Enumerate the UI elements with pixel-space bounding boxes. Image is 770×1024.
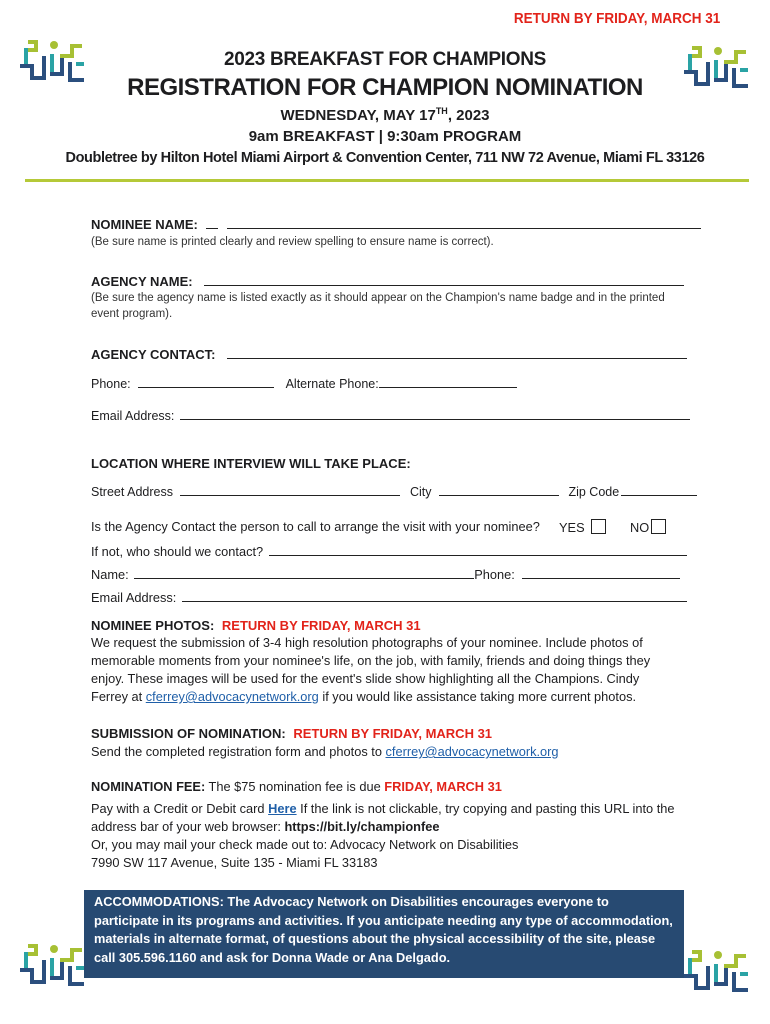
accommodations-text: ACCOMMODATIONS: The Advocacy Network on Disabilities encourages everyone to participate in its programs and activities. If you anticipate needing any type of accommodation, materials in alternate format, of questions about the physical accessibility of the site, please call 305.596.1160 and ask for Donna Wade or Ana Delgado.	[94, 894, 673, 965]
contact-phone-field[interactable]	[522, 565, 680, 579]
event-date: WEDNESDAY, MAY 17TH, 2023	[280, 106, 490, 124]
name-phone-row: Name: Phone:	[91, 565, 680, 582]
submission-email-link[interactable]: cferrey@advocacynetwork.org	[385, 744, 559, 759]
email-row: Email Address:	[91, 406, 690, 423]
fee-url[interactable]: https://bit.ly/championfee	[284, 819, 440, 834]
event-title: 2023 BREAKFAST FOR CHAMPIONS	[223, 49, 547, 70]
photos-heading: NOMINEE PHOTOS: RETURN BY FRIDAY, MARCH 31	[91, 618, 421, 633]
nominee-name-note: (Be sure name is printed clearly and review spelling to ensure name is correct).	[91, 236, 494, 248]
yes-checkbox[interactable]	[591, 519, 606, 534]
email-field[interactable]	[180, 406, 690, 420]
event-schedule: 9am BREAKFAST | 9:30am PROGRAM	[248, 128, 522, 145]
form-title: REGISTRATION FOR CHAMPION NOMINATION	[127, 74, 643, 101]
phone-row: Phone: Alternate Phone:	[91, 374, 517, 391]
champions-logo-bottom-left	[20, 944, 86, 990]
accommodations-box	[84, 890, 684, 978]
contact-question: Is the Agency Contact the person to call to arrange the visit with your nominee?	[91, 519, 540, 534]
submission-body: Send the completed registration form and photos to cferrey@advocacynetwork.org	[91, 744, 559, 759]
return-deadline-banner: RETURN BY FRIDAY, MARCH 31	[513, 10, 720, 27]
contact-email-field[interactable]	[182, 588, 687, 602]
champions-logo-bottom-right	[684, 950, 750, 996]
zip-code-field[interactable]	[621, 482, 697, 496]
city-field[interactable]	[439, 482, 559, 496]
no-option: NO	[630, 519, 666, 535]
no-checkbox[interactable]	[651, 519, 666, 534]
phone-field[interactable]	[138, 374, 274, 388]
alternate-phone-field[interactable]	[379, 374, 517, 388]
photos-email-link[interactable]: cferrey@advocacynetwork.org	[145, 689, 319, 704]
fee-payment-info: Pay with a Credit or Debit card Here If the link is not clickable, try copying and pasting this URL into the address bar of your web browser: https://bit.ly/championfee	[91, 801, 675, 834]
contact-name-field[interactable]	[134, 565, 474, 579]
alternate-contact-row: If not, who should we contact?	[91, 542, 687, 559]
submission-heading: SUBMISSION OF NOMINATION: RETURN BY FRIDAY, MARCH 31	[91, 726, 493, 741]
agency-name-note: (Be sure the agency name is listed exactly as it should appear on the Champion's name badge and in the printed event program).	[91, 292, 665, 320]
alternate-contact-field[interactable]	[269, 542, 687, 556]
header-divider	[25, 179, 749, 182]
pay-here-link[interactable]: Here	[268, 801, 297, 816]
fee-mail-info: Or, you may mail your check made out to: Advocacy Network on Disabilities	[91, 837, 519, 852]
agency-name-row: AGENCY NAME:	[91, 272, 684, 289]
nominee-name-field[interactable]	[227, 215, 701, 229]
agency-contact-field[interactable]	[227, 345, 687, 359]
yes-option: YES	[559, 519, 606, 535]
contact-email-row: Email Address:	[91, 588, 687, 605]
nominee-name-row: NOMINEE NAME:	[91, 215, 701, 232]
address-row: Street Address City Zip Code	[91, 482, 697, 499]
event-venue: Doubletree by Hilton Hotel Miami Airport & Convention Center, 711 NW 72 Avenue, Miami FL 33126	[65, 150, 705, 166]
agency-name-field[interactable]	[204, 272, 684, 286]
location-heading: LOCATION WHERE INTERVIEW WILL TAKE PLACE:	[91, 456, 411, 471]
photos-body: We request the submission of 3-4 high resolution photographs of your nominee. Include photos of memorable moments from your nominee's life, on the job, with family, friends and doing things they enjoy. These images will be used for the event's slide show highlighting all the Champions. Cindy Ferrey at cferrey@advocacynetwork.org if you would like assistance taking more current photos.	[91, 635, 651, 704]
fee-mail-address: 7990 SW 117 Avenue, Suite 135 - Miami FL 33183	[91, 855, 378, 870]
street-address-field[interactable]	[180, 482, 400, 496]
agency-contact-row: AGENCY CONTACT:	[91, 345, 687, 362]
fee-line: NOMINATION FEE: The $75 nomination fee is due FRIDAY, MARCH 31	[91, 779, 502, 794]
